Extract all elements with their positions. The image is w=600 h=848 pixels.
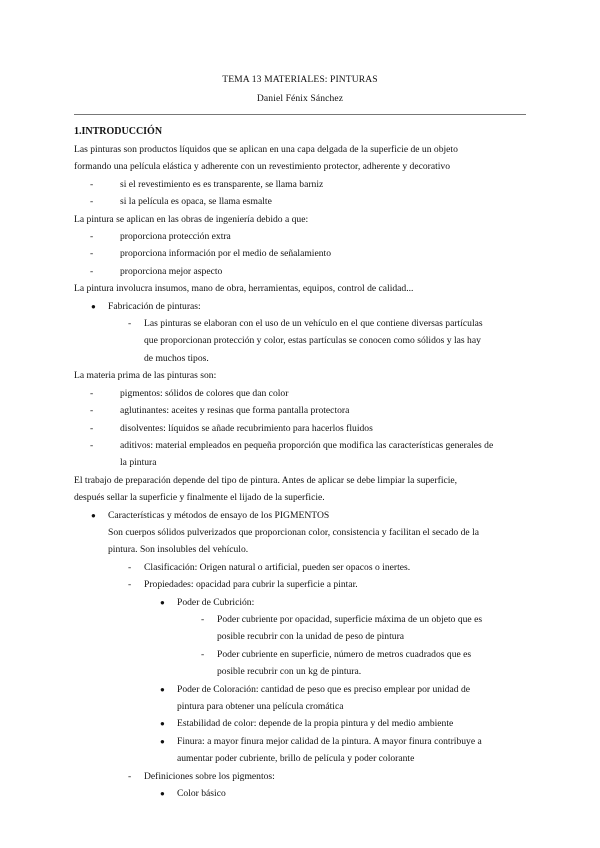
dash-marker: - — [90, 439, 94, 451]
list-item: - Propiedades: opacidad para cubrir la superficie a pintar. — [74, 576, 529, 593]
list-item: ● Poder de Cubrición: — [74, 594, 529, 611]
document-title: TEMA 13 MATERIALES: PINTURAS — [222, 74, 378, 85]
bullet-marker: ● — [160, 684, 165, 694]
list-item: ● Estabilidad de color: depende de la propia pintura y del medio ambiente — [74, 715, 529, 732]
paragraph: después sellar la superficie y finalmente el lijado de la superficie. — [74, 492, 325, 504]
dash-marker: - — [128, 770, 132, 782]
dash-marker: - — [90, 387, 94, 399]
dash-marker: - — [90, 405, 94, 417]
paragraph: formando una película elástica y adherente con un revestimiento protector, adherente y decorativo — [74, 161, 451, 173]
list-item-continuation: Son cuerpos sólidos pulverizados que proporcionan color, consistencia y facilitan el secado de la — [108, 526, 479, 538]
list-item: - Poder cubriente por opacidad, superficie máxima de un objeto que es — [74, 611, 529, 628]
dash-marker: - — [90, 231, 94, 243]
list-item-continuation: pintura para obtener una película cromática — [177, 701, 344, 712]
paragraph: El trabajo de preparación depende del tipo de pintura. Antes de aplicar se debe limpiar la superficie, — [74, 474, 458, 486]
list-item: ● Color básico — [74, 785, 529, 802]
paragraph: Las pinturas son productos líquidos que se aplican en una capa delgada de la superficie de un objeto — [74, 144, 458, 155]
list-item: - proporciona información por el medio de señalamiento — [74, 245, 529, 262]
bullet-marker: ● — [91, 510, 96, 520]
document-body — [74, 120, 529, 802]
list-item: - Definiciones sobre los pigmentos: — [74, 768, 529, 785]
list-item: ● Poder de Coloración: cantidad de peso que es preciso emplear por unidad de — [74, 681, 529, 698]
dash-marker: - — [128, 561, 132, 573]
dash-marker: - — [201, 613, 205, 625]
list-item: - disolventes: líquidos se añade recubrimiento para hacerlos fluidos — [74, 420, 529, 437]
list-item: - si el revestimiento es es transparente, se llama barniz — [74, 176, 529, 193]
dash-marker: - — [90, 422, 94, 434]
bullet-marker: ● — [160, 736, 165, 746]
dash-marker: - — [201, 648, 205, 660]
list-item-continuation: pintura. Son insolubles del vehículo. — [108, 544, 249, 556]
list-item: - proporciona mejor aspecto — [74, 263, 529, 280]
header-divider — [74, 114, 526, 115]
section-heading: 1.INTRODUCCIÓN — [74, 126, 163, 137]
list-item: ● Finura: a mayor finura mejor calidad de la pintura. A mayor finura contribuye a — [74, 733, 529, 750]
list-item-continuation: posible recubrir con la unidad de peso de pintura — [217, 631, 405, 643]
dash-marker: - — [128, 579, 132, 591]
bullet-marker: ● — [160, 597, 165, 607]
paragraph: La pintura involucra insumos, mano de obra, herramientas, equipos, control de calidad... — [74, 283, 414, 295]
list-item-continuation: aumentar poder cubriente, brillo de película y poder colorante — [177, 753, 415, 765]
paragraph: La pintura se aplican en las obras de ingeniería debido a que: — [74, 213, 309, 225]
dash-marker: - — [90, 265, 94, 277]
bullet-marker: ● — [160, 719, 165, 729]
list-item: - Clasificación: Origen natural o artificial, pueden ser opacos o inertes. — [74, 559, 529, 576]
document-author: Daniel Fénix Sánchez — [256, 93, 344, 104]
bullet-marker: ● — [91, 301, 96, 311]
list-item: ● Características y métodos de ensayo de los PIGMENTOS — [74, 507, 529, 524]
list-item-continuation: la pintura — [120, 457, 157, 469]
list-item: - pigmentos: sólidos de colores que dan color — [74, 385, 529, 402]
dash-marker: - — [90, 196, 94, 208]
list-item: ● Fabricación de pinturas: — [74, 298, 529, 315]
paragraph: La materia prima de las pinturas son: — [74, 370, 217, 382]
list-item: - si la película es opaca, se llama esmalte — [74, 193, 529, 210]
list-item-continuation: que proporcionan protección y color, estas partículas se conocen como sólidos y las hay — [144, 335, 481, 347]
document-header — [0, 70, 600, 108]
list-item: - proporciona protección extra — [74, 228, 529, 245]
list-item: - Poder cubriente en superficie, número de metros cuadrados que es — [74, 646, 529, 663]
list-item-continuation: posible recubrir con un kg de pintura. — [217, 666, 362, 678]
dash-marker: - — [90, 178, 94, 190]
bullet-marker: ● — [160, 789, 165, 799]
dash-marker: - — [128, 318, 132, 330]
list-item: - aditivos: material empleados en pequeña proporción que modifica las características generales de — [74, 437, 529, 454]
list-item: - aglutinantes: aceites y resinas que forma pantalla protectora — [74, 402, 529, 419]
dash-marker: - — [90, 248, 94, 260]
list-item-continuation: de muchos tipos. — [144, 352, 209, 364]
list-item: - Las pinturas se elaboran con el uso de un vehículo en el que contiene diversas partículas — [74, 315, 529, 332]
